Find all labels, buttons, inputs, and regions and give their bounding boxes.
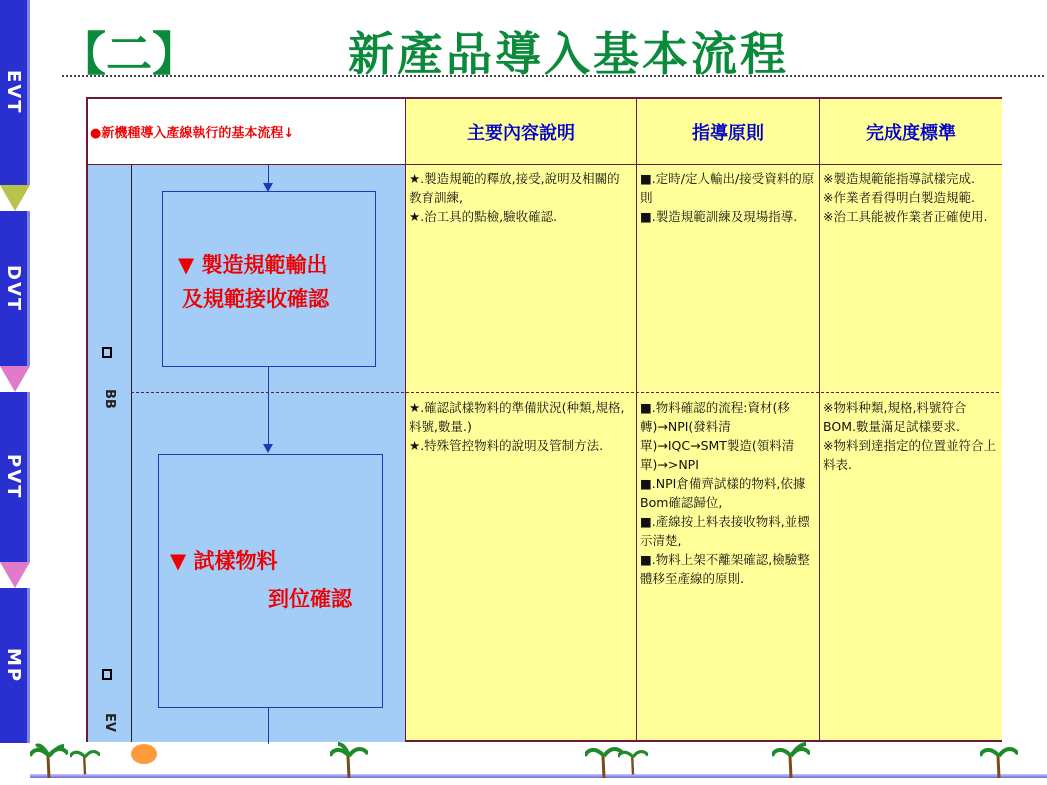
- cell-line: ※治工具能被作業者正確使用.: [823, 209, 988, 224]
- row-divider: [131, 392, 999, 393]
- cell-line: ★.特殊管控物料的說明及管制方法.: [409, 438, 604, 453]
- cell-line: ■.定時/定人輸出/接受資料的原則: [640, 171, 815, 205]
- flow-connector: [268, 708, 269, 744]
- sun-icon: [130, 742, 158, 766]
- phase-label: MP: [3, 647, 24, 684]
- phase-dvt: [0, 211, 30, 366]
- lane-checkbox: [102, 669, 112, 680]
- chevron-down-icon: [0, 562, 30, 588]
- palm-tree-icon: [772, 742, 810, 780]
- flow-connector: [268, 165, 269, 185]
- header-content: 主要內容說明: [406, 99, 636, 165]
- palm-tree-icon: [618, 742, 648, 780]
- cell-line: ■.產線按上料表接收物料,並標示清楚,: [640, 514, 810, 548]
- header-flow: ●新機種導入產線執行的基本流程↓: [88, 99, 405, 165]
- phase-strip: [0, 0, 30, 785]
- title-bracket: 【二】: [60, 27, 198, 81]
- phase-label: PVT: [3, 454, 24, 500]
- phase-pvt: [0, 392, 30, 562]
- palm-tree-icon: [70, 742, 100, 780]
- flow-step-2: [158, 454, 383, 708]
- cell-line: ■.製造規範訓練及現場指導.: [640, 209, 798, 224]
- cell-line: ※作業者看得明白製造規範.: [823, 190, 975, 205]
- phase-label: EVT: [3, 70, 24, 115]
- lane-checkbox: [102, 347, 112, 358]
- phase-mp: [0, 588, 30, 743]
- title-divider: [62, 75, 1044, 77]
- row2-standard: [820, 396, 1001, 476]
- slide-title: [60, 18, 1040, 81]
- palm-tree-icon: [30, 742, 68, 780]
- palm-tree-icon: [330, 742, 368, 780]
- footer-line: [30, 774, 1047, 778]
- cell-line: ※製造規範能指導試樣完成.: [823, 171, 975, 186]
- row1-content: [406, 167, 635, 228]
- cell-line: ★.治工具的點檢,驗收確認.: [409, 209, 558, 224]
- page-title: 新產品導入基本流程: [348, 27, 789, 81]
- cell-line: ■.物料上架不離架確認,檢驗整體移至產線的原則.: [640, 552, 810, 586]
- chevron-down-icon: [0, 366, 30, 392]
- lane-label-bb: BB: [102, 389, 117, 409]
- header-guide: 指導原則: [637, 99, 819, 165]
- row2-guide: [637, 396, 818, 590]
- cell-line: ※物料到達指定的位置並符合上料表.: [823, 438, 996, 472]
- row2-content: [406, 396, 635, 457]
- flow-step-1-line1: ▼ 製造規範輸出: [178, 253, 328, 277]
- flow-step-2-line2: 到位確認: [268, 587, 352, 611]
- cell-line: ★.確認試樣物料的準備狀況(种類,規格,料號,數量.): [409, 400, 625, 434]
- lane-label-ev: EV: [102, 713, 117, 732]
- flow-step-1-line2: 及規範接收確認: [182, 287, 329, 311]
- palm-tree-icon: [980, 742, 1018, 780]
- footer-decoration: [30, 742, 1047, 785]
- cell-line: ■.NPI倉備齊試樣的物料,依據Bom確認歸位,: [640, 476, 806, 510]
- cell-line: ★.製造規範的釋放,接受,說明及相關的教育訓練,: [409, 171, 620, 205]
- phase-evt: [0, 0, 30, 185]
- header-standard: 完成度標準: [820, 99, 1002, 165]
- flow-step-2-line1: ▼ 試樣物料: [170, 549, 278, 573]
- cell-line: ■.物料確認的流程:資材(移轉)→NPI(發料清單)→IQC→SMT製造(領料清單)→>NPI: [640, 400, 795, 472]
- cell-line: ※物料种類,規格,料號符合BOM.數量滿足試樣要求.: [823, 400, 967, 434]
- lane-divider: [131, 165, 132, 742]
- flow-connector: [268, 367, 269, 445]
- phase-label: DVT: [3, 264, 24, 313]
- chevron-down-icon: [0, 185, 30, 211]
- process-table: [86, 97, 1002, 742]
- row1-guide: [637, 167, 818, 228]
- row1-standard: [820, 167, 1001, 228]
- arrow-down-icon: [263, 444, 273, 453]
